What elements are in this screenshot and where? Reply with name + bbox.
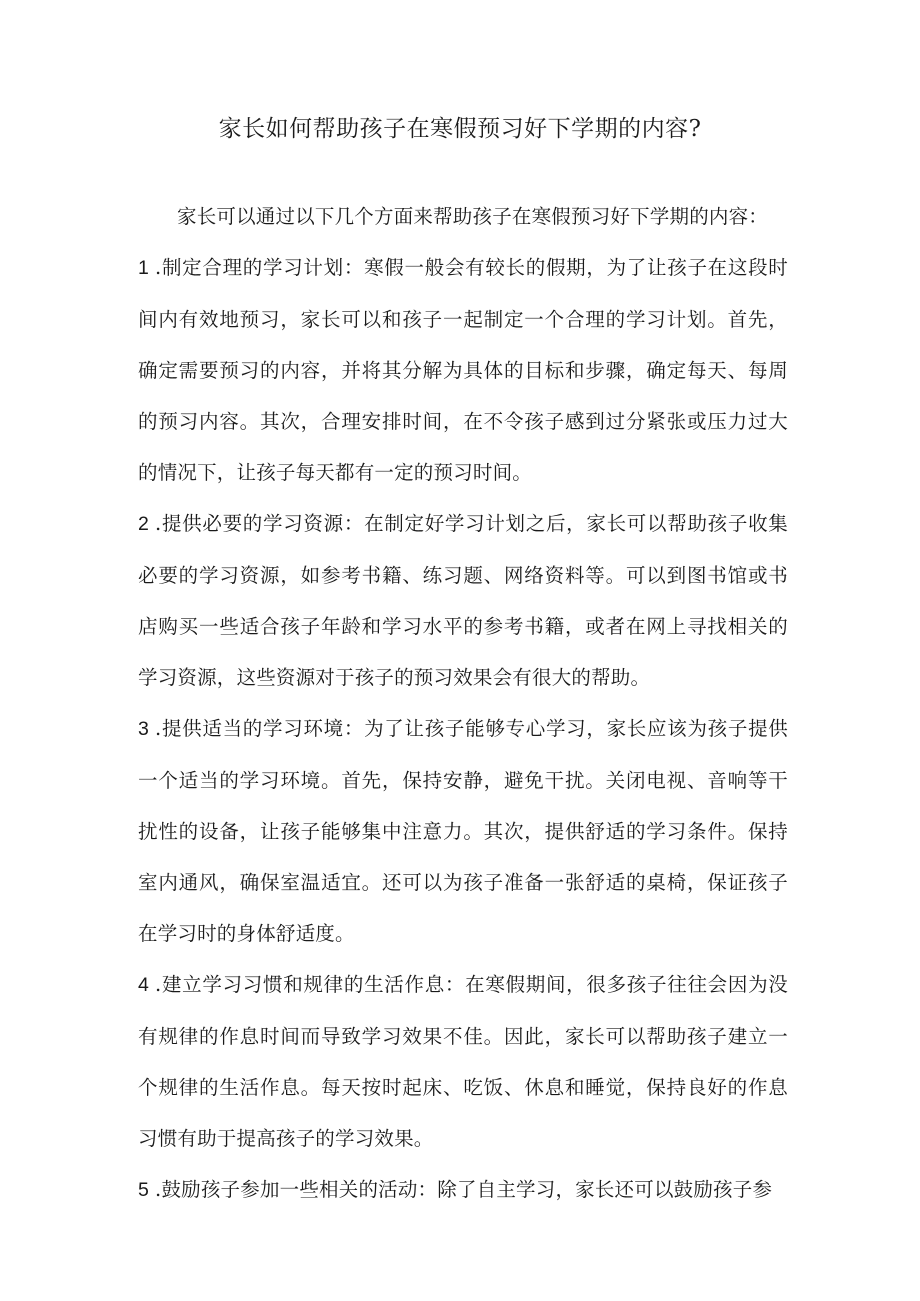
list-item-1 (138, 242, 788, 498)
item-number: 2 (138, 513, 150, 535)
document-title: 家长如何帮助孩子在寒假预习好下学期的内容? (218, 116, 702, 142)
item-text: .提供适当的学习环境：为了让孩子能够专心学习，家长应该为孩子提供一个适当的学习环境。首先，保持安静，避免干扰。关闭电视、音响等干扰性的设备，让孩子能够集中注意力。其次，提供舒适的学习条件。保持室内通风，确保室温适宜。还可以为孩子准备一张舒适的桌椅，保证孩子在学习时的身体舒适度。 (138, 717, 788, 945)
document-body (138, 191, 788, 1216)
item-number: 5 (138, 1179, 150, 1201)
list-item-3 (138, 703, 788, 959)
item-text: .建立学习习惯和规律的生活作息：在寒假期间，很多孩子往往会因为没有规律的作息时间而导致学习效果不佳。因此，家长可以帮助孩子建立一个规律的生活作息。每天按时起床、吃饭、休息和睡觉，保持良好的作息习惯有助于提高孩子的学习效果。 (138, 973, 788, 1150)
item-text: .提供必要的学习资源：在制定好学习计划之后，家长可以帮助孩子收集必要的学习资源，如参考书籍、练习题、网络资料等。可以到图书馆或书店购买一些适合孩子年龄和学习水平的参考书籍，或者在网上寻找相关的学习资源，这些资源对于孩子的预习效果会有很大的帮助。 (138, 512, 788, 689)
intro-paragraph: 家长可以通过以下几个方面来帮助孩子在寒假预习好下学期的内容： (177, 205, 769, 228)
item-number: 1 (138, 257, 150, 279)
list-item-4 (138, 959, 788, 1164)
item-number: 3 (138, 718, 150, 740)
item-number: 4 (138, 974, 150, 996)
list-item-5 (138, 1164, 788, 1216)
item-text: .制定合理的学习计划：寒假一般会有较长的假期，为了让孩子在这段时间内有效地预习，家长可以和孩子一起制定一个合理的学习计划。首先，确定需要预习的内容，并将其分解为具体的目标和步骤，确定每天、每周的预习内容。其次，合理安排时间，在不令孩子感到过分紧张或压力过大的情况下，让孩子每天都有一定的预习时间。 (138, 256, 788, 484)
item-text: .鼓励孩子参加一些相关的活动：除了自主学习，家长还可以鼓励孩子参 (155, 1178, 773, 1201)
list-item-2 (138, 498, 788, 703)
